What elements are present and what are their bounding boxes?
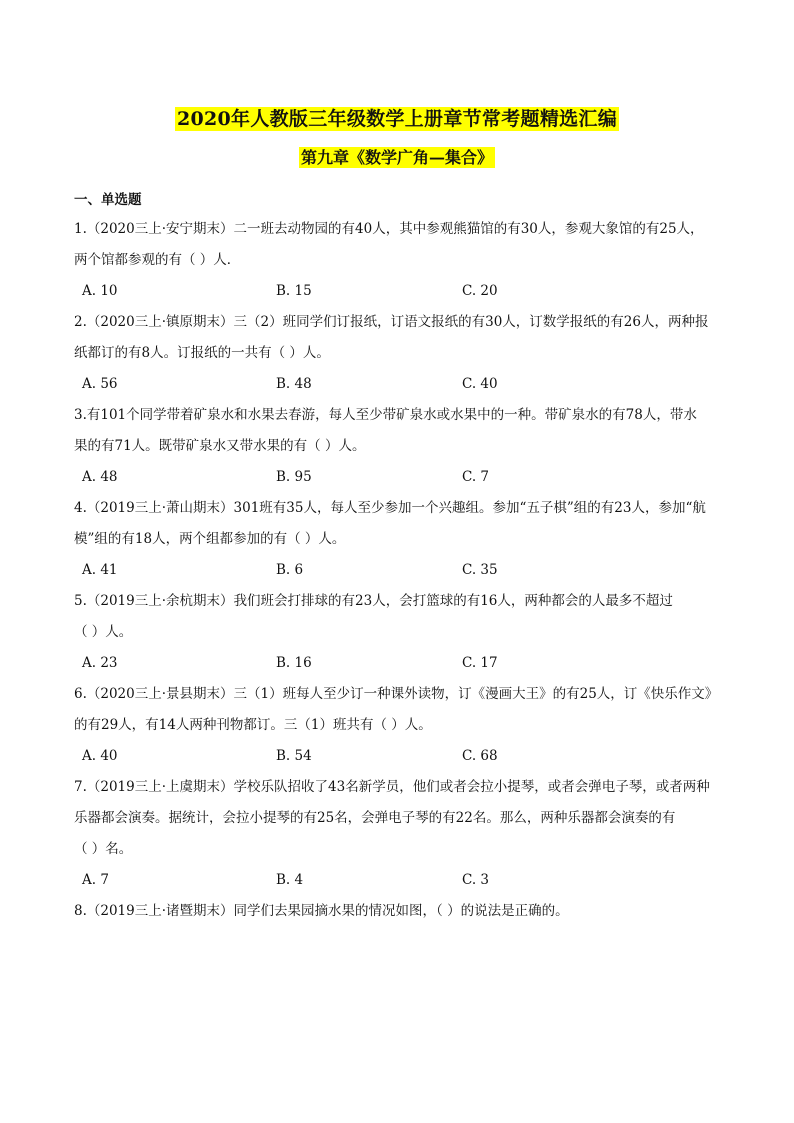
option-c[interactable]: C. 3: [462, 872, 490, 888]
question-list: [74, 214, 724, 927]
options-row: [74, 865, 724, 896]
option-b[interactable]: B. 95: [276, 469, 312, 485]
question-line: 4.（2019三上·萧山期末）301班有35人，每人至少参加一个兴趣组。参加“五子棋”组的有23人，参加“航: [74, 500, 706, 516]
option-a[interactable]: A. 10: [82, 283, 118, 299]
option-b[interactable]: B. 48: [276, 376, 312, 392]
question-8: [74, 896, 724, 927]
option-c[interactable]: C. 68: [462, 748, 498, 764]
question-line: （ ）名。: [74, 841, 133, 857]
options-row: [74, 462, 724, 493]
question-line: 纸都订的有8人。订报纸的一共有（ ）人。: [74, 345, 330, 361]
question-7: [74, 772, 724, 896]
question-4: [74, 493, 724, 586]
question-line: 两个馆都参观的有（ ）人．: [74, 252, 241, 268]
question-1: [74, 214, 724, 307]
question-5: [74, 586, 724, 679]
option-a[interactable]: A. 23: [82, 655, 118, 671]
question-2: [74, 307, 724, 400]
question-3: [74, 400, 724, 493]
option-c[interactable]: C. 7: [462, 469, 490, 485]
option-b[interactable]: B. 15: [276, 283, 312, 299]
option-b[interactable]: B. 16: [276, 655, 312, 671]
question-line: 的有29人，有14人两种刊物都订。三（1）班共有（ ）人。: [74, 717, 432, 733]
option-c[interactable]: C. 35: [462, 562, 498, 578]
option-a[interactable]: A. 41: [82, 562, 118, 578]
subtitle-area: [0, 145, 794, 168]
question-line: （ ）人。: [74, 624, 133, 640]
option-b[interactable]: B. 54: [276, 748, 312, 764]
question-line: 5.（2019三上·余杭期末）我们班会打排球的有23人，会打篮球的有16人，两种都会的人最多不超过: [74, 593, 673, 609]
option-a[interactable]: A. 7: [82, 872, 109, 888]
question-line: 8.（2019三上·诸暨期末）同学们去果园摘水果的情况如图，（ ）的说法是正确的。: [74, 903, 569, 919]
question-line: 2.（2020三上·镇原期末）三（2）班同学们订报纸，订语文报纸的有30人，订数学报纸的有26人，两种报: [74, 314, 709, 330]
question-line: 3.有101个同学带着矿泉水和水果去春游，每人至少带矿泉水或水果中的一种。带矿泉水的有78人，带水: [74, 407, 697, 423]
option-b[interactable]: B. 6: [276, 562, 304, 578]
question-6: [74, 679, 724, 772]
option-a[interactable]: A. 56: [82, 376, 118, 392]
section-heading: 一、单选题: [74, 192, 142, 208]
question-line: 6.（2020三上·景县期末）三（1）班每人至少订一种课外读物，订《漫画大王》的有25人，订《快乐作文》: [74, 686, 719, 702]
document-title: 2020年人教版三年级数学上册章节常考题精选汇编: [176, 108, 618, 130]
question-line: 1.（2020三上·安宁期末）二一班去动物园的有40人，其中参观熊猫馆的有30人，参观大象馆的有25人，: [74, 221, 704, 237]
title-area: [0, 104, 794, 131]
option-b[interactable]: B. 4: [276, 872, 304, 888]
option-c[interactable]: C. 40: [462, 376, 498, 392]
options-row: [74, 555, 724, 586]
options-row: [74, 741, 724, 772]
options-row: [74, 648, 724, 679]
question-line: 乐器都会演奏。据统计，会拉小提琴的有25名，会弹电子琴的有22名。那么，两种乐器都会演奏的有: [74, 810, 676, 826]
option-c[interactable]: C. 17: [462, 655, 498, 671]
question-line: 模”组的有18人，两个组都参加的有（ ）人。: [74, 531, 346, 547]
option-c[interactable]: C. 20: [462, 283, 498, 299]
chapter-title: 第九章《数学广角—集合》: [300, 148, 493, 167]
question-line: 7.（2019三上·上虞期末）学校乐队招收了43名新学员，他们或者会拉小提琴，或者会弹电子琴，或者两种: [74, 779, 710, 795]
option-a[interactable]: A. 48: [82, 469, 118, 485]
options-row: [74, 369, 724, 400]
option-a[interactable]: A. 40: [82, 748, 118, 764]
options-row: [74, 276, 724, 307]
question-line: 果的有71人。既带矿泉水又带水果的有（ ）人。: [74, 438, 366, 454]
